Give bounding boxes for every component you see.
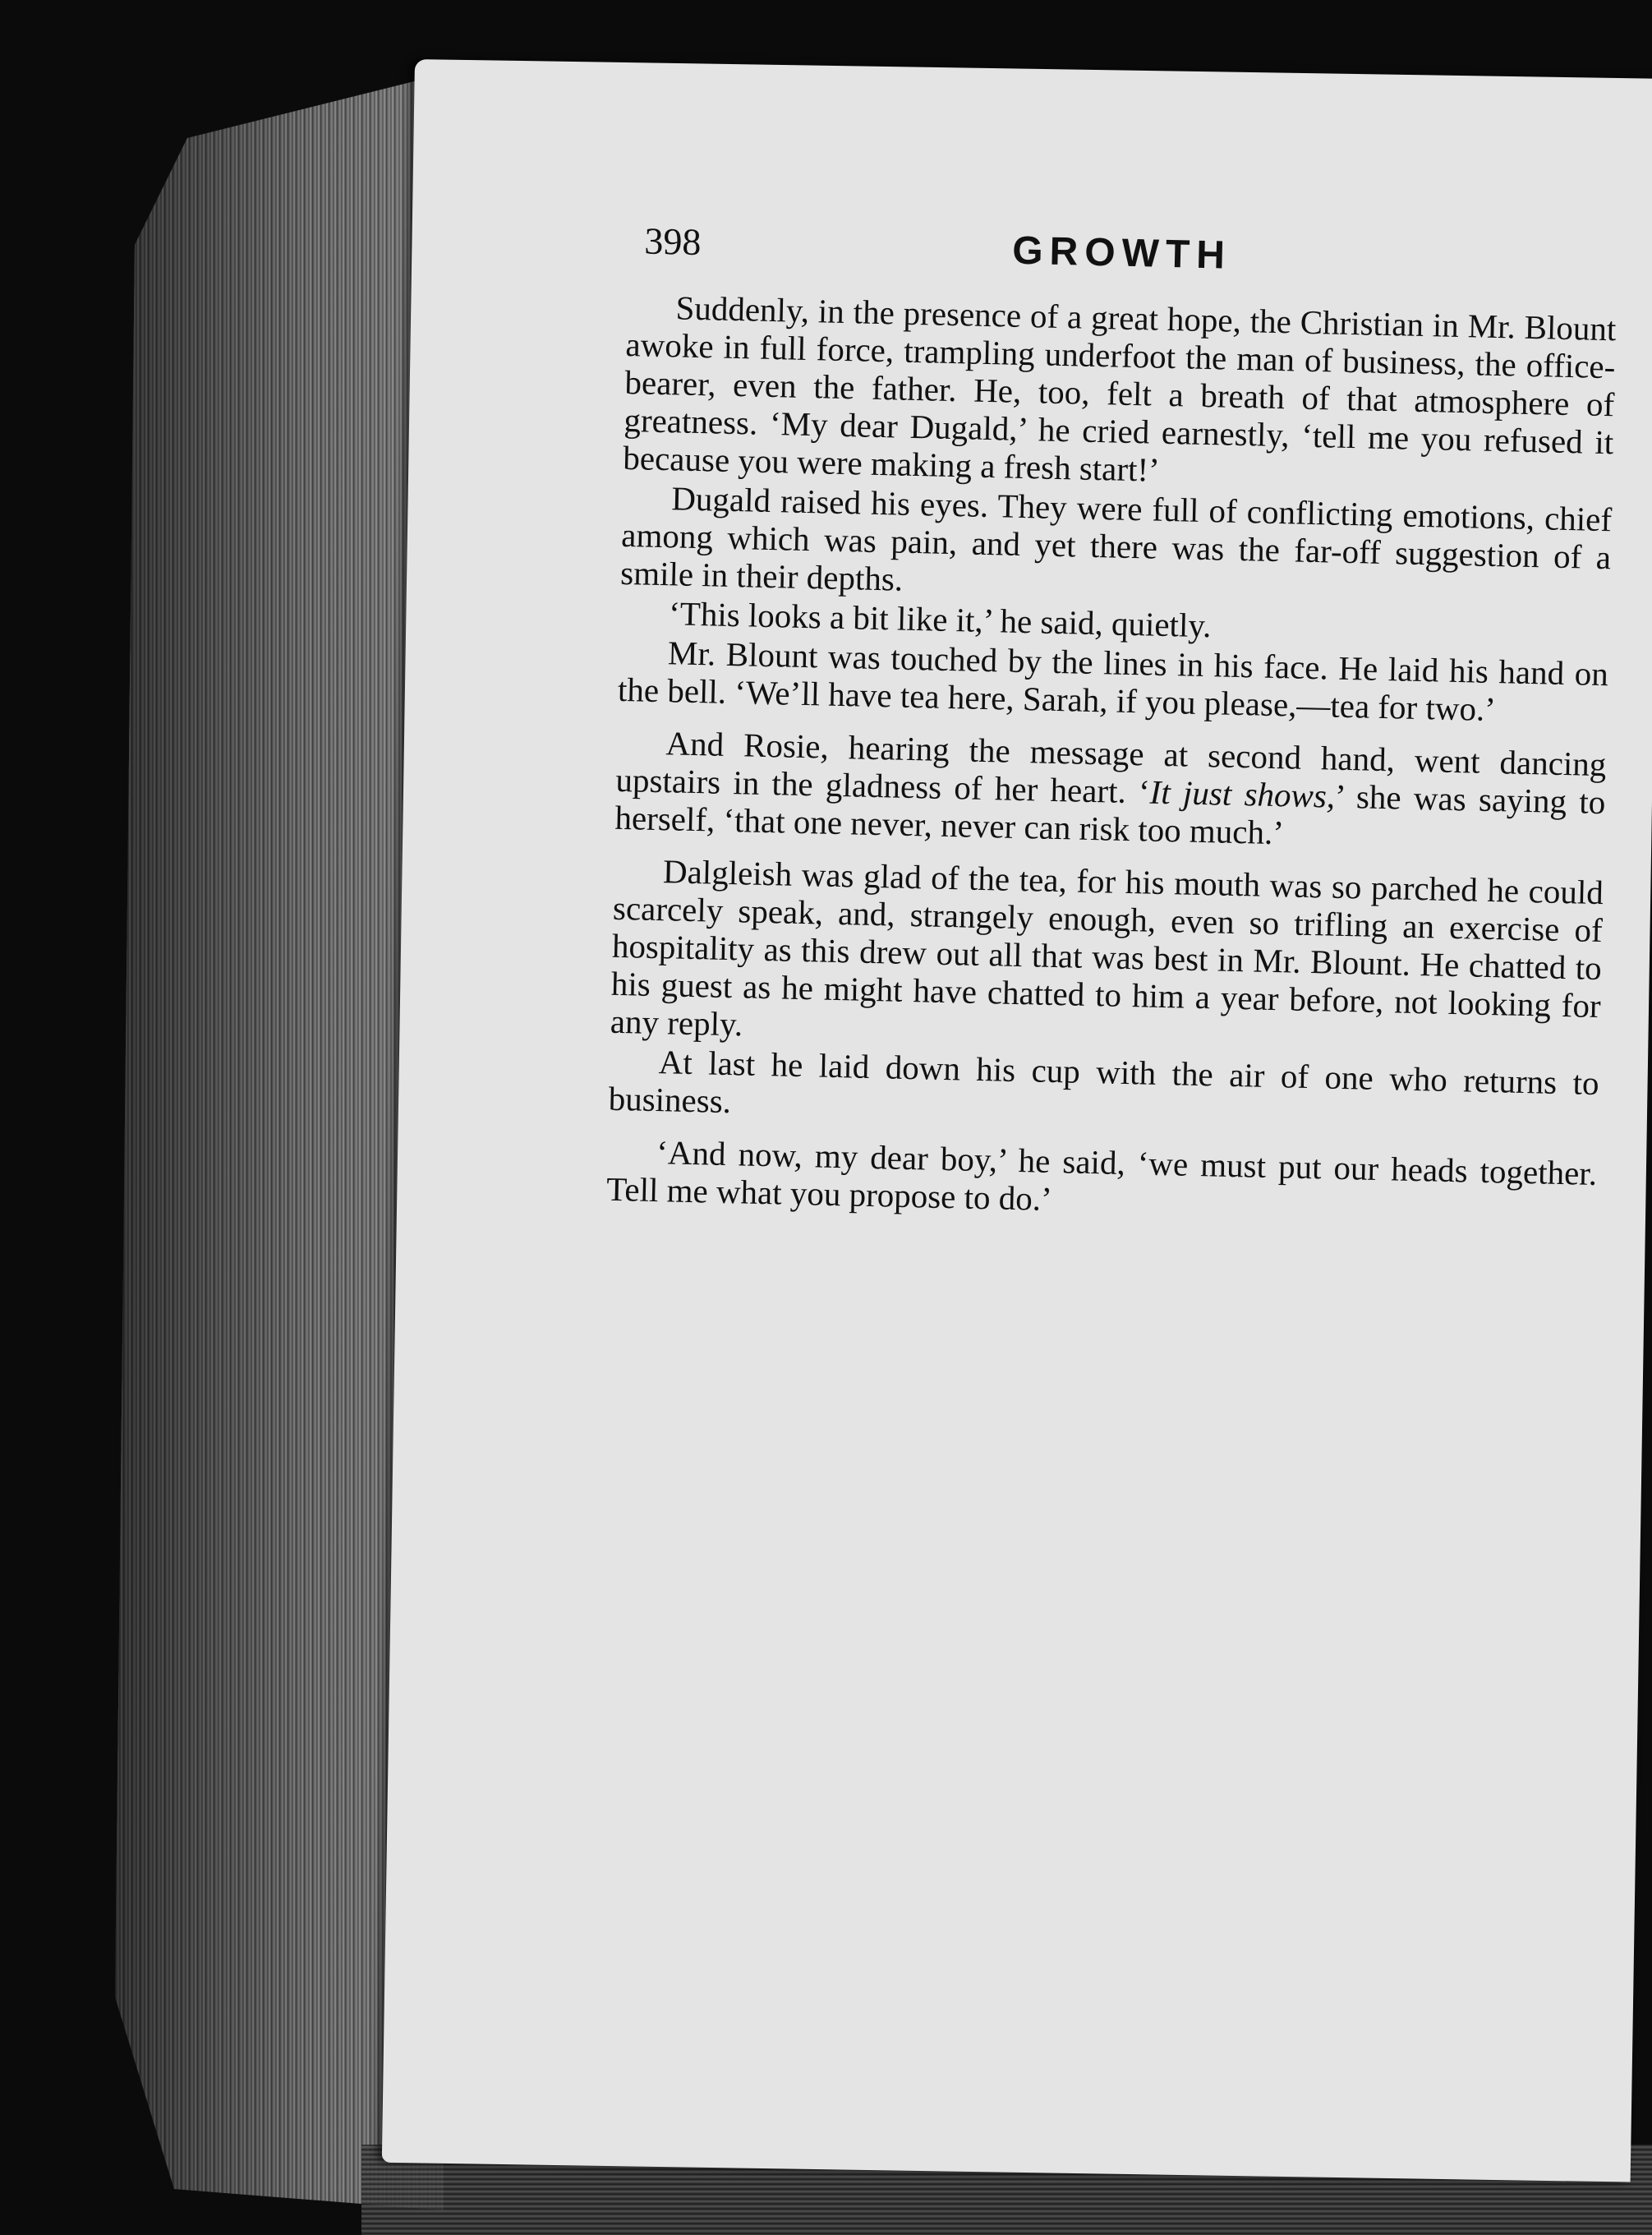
page-number: 398 <box>643 219 702 264</box>
paragraph-7: At last he laid down his cup with the air of one who returns to business. <box>608 1043 1600 1121</box>
paragraph-8: ‘And now, my dear boy,’ he said, ‘we must put our heads together. Tell me what you propose to do.’ <box>605 1133 1598 1219</box>
paragraph-4: Mr. Blount was touched by the lines in his face. He laid his hand on the bell. ‘We’ll have tea here, Sarah, if you please,—tea for two.’ <box>617 634 1609 729</box>
paragraph-2: Dugald raised his eyes. They were full of conflicting emotions, chief among which was pain, and yet there was the far-off suggestion of a smile in their depths. <box>619 479 1613 598</box>
paragraph-5-italic: It just shows, <box>1149 772 1336 815</box>
paragraph-5-lead: And Rosie, hearing the message at second hand, went dancing upstairs in the gladness of her heart. ‘ <box>615 724 1607 811</box>
page-text <box>605 219 1618 1230</box>
paragraph-5 <box>614 723 1607 859</box>
paragraph-5-rest: ’ she was saying to herself, ‘that one never, never can risk too much.’ <box>614 776 1606 852</box>
page-title: GROWTH <box>1011 228 1232 278</box>
paragraph-3: ‘This looks a bit like it,’ he said, quietly. <box>668 594 1213 645</box>
paragraph-6: Dalgleish was glad of the tea, for his mouth was so parched he could scarcely speak, and, strangely enough, even so trifling an exercise of hospitality as this drew out all that was best in Mr. Blount. He chatted to his guest as he might have chatted to him a year before, not looking for any reply. <box>610 852 1604 1044</box>
paragraph-1: Suddenly, in the presence of a great hope, the Christian in Mr. Blount awoke in full force, trampling underfoot the man of business, the office-bearer, even the father. He, too, felt a breath of that atmosphere of greatness. ‘My dear Dugald,’ he cried earnestly, ‘tell me you refused it because you were making a fresh start!’ <box>622 288 1617 489</box>
